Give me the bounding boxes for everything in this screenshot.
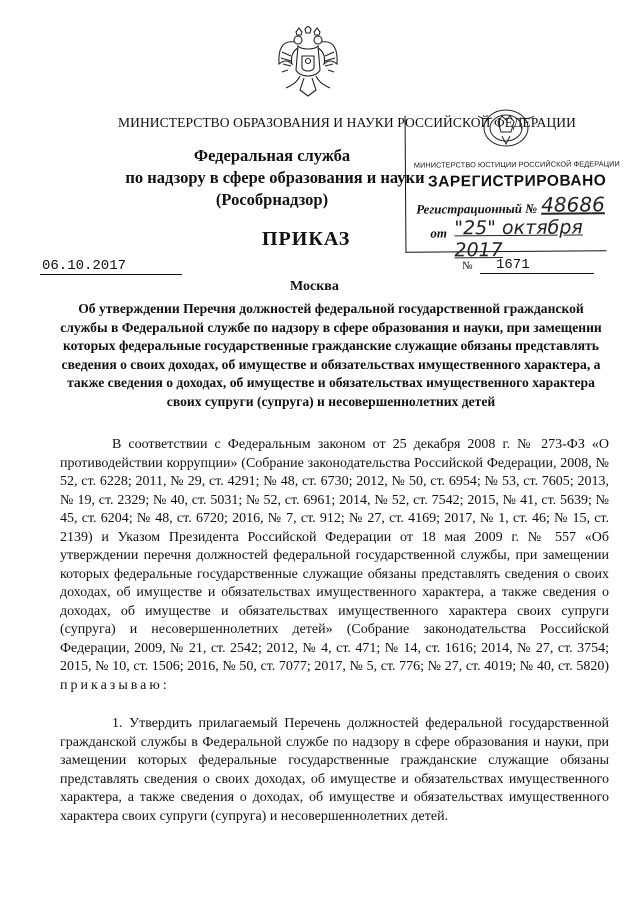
order-date: 06.10.2017 xyxy=(40,258,182,275)
stamp-ministry-small: МИНИСТЕРСТВО ЮСТИЦИИ РОССИЙСКОЙ ФЕДЕРАЦИИ xyxy=(413,159,620,170)
document-title: Об утверждении Перечня должностей федеральной государственной гражданской службы в Федеральной службе по надзору в сфере образования и науки, при замещении которых федеральные государственные гражданские служащие обязаны представлять сведения о своих доходах, об имуществе и обязательствах имущественного характера, а также сведения о доходах, об имуществе и обязательствах имущественного характера своих супруги (супруга) и несовершеннолетних детей xyxy=(60,301,602,409)
preamble-text: В соответствии с Федеральным законом от 25 декабря 2008 г. № 273-ФЗ «О противодействии коррупции» (Собрание законодательства Российской Федерации, 2008, № 52, ст. 6228; 2011, № 29, ст. 4291; № 48, ст. 6730; 2012, № 50, ст. 6954; № 53, ст. 7605; 2013, № 19, ст. 2329; № 40, ст. 5031; № 52, ст. 6961; 2014, № 52, ст. 7542; 2015, № 41, ст. 5639; № 45, ст. 6204; № 48, ст. 6720; 2016, № 7, ст. 912; № 27, ст. 4169; 2017, № 1, ст. 46; № 15, ст. 2139) и Указом Президента Российской Федерации от 18 мая 2009 г. № 557 «Об утверждении перечня должностей федеральной государственной службы, при замещении которых федеральные государственные служащие обязаны представлять сведения о своих доходах, об имуществе и обязательствах имущественного характера, а также сведения о доходах, об имуществе и обязательствах имущественного характера своих супруги (супруга) и несовершеннолетних детей» (Собрание законодательства Российской Федерации, 2009, № 21, ст. 2542; 2012, № 4, ст. 471; № 14, ст. 1616; 2014, № 27, ст. 3754; 2015, № 10, ст. 1506; 2016, № 50, ст. 7077; 2017, № 5, ст. 776; № 27, ст. 4019; № 40, ст. 5820) xyxy=(60,437,609,674)
service-abbreviation: (Рособрнадзор) xyxy=(215,190,329,209)
seal-icon xyxy=(468,106,544,158)
stamp-registration-number: 48686 xyxy=(541,192,605,217)
stamp-from-label: от xyxy=(430,225,448,241)
city: Москва xyxy=(290,279,339,294)
stamp-registration-label: Регистрационный № xyxy=(416,200,538,217)
service-name-line2: по надзору в сфере образования и науки xyxy=(125,168,425,187)
stamp-registered-label: ЗАРЕГИСТРИРОВАНО xyxy=(427,172,607,191)
order-title: ПРИКАЗ xyxy=(262,228,351,250)
state-emblem-icon xyxy=(276,26,340,100)
number-sign: № xyxy=(462,260,473,272)
item-1-paragraph: 1. Утвердить прилагаемый Перечень должностей федеральной государственной гражданской службы в Федеральной службе по надзору в сфере образования и науки, при замещении которых федеральные государственные гражданские служащие обязаны представлять сведения о своих доходах, об имуществе и обязательствах имущественного характера, а также сведения о доходах, об имуществе и обязательствах имущественного характера своих супруги (супруга) и несовершеннолетних детей. xyxy=(60,716,609,824)
order-number: 1671 xyxy=(480,257,594,274)
service-name-line1: Федеральная служба xyxy=(193,146,351,165)
order-word: приказываю: xyxy=(60,677,170,693)
stamp-from-date: "25" октября 2017 xyxy=(454,216,583,262)
preamble-paragraph xyxy=(60,436,609,695)
ministry-name: МИНИСТЕРСТВО ОБРАЗОВАНИЯ И НАУКИ РОССИЙСКОЙ ФЕДЕРАЦИИ xyxy=(118,115,576,130)
